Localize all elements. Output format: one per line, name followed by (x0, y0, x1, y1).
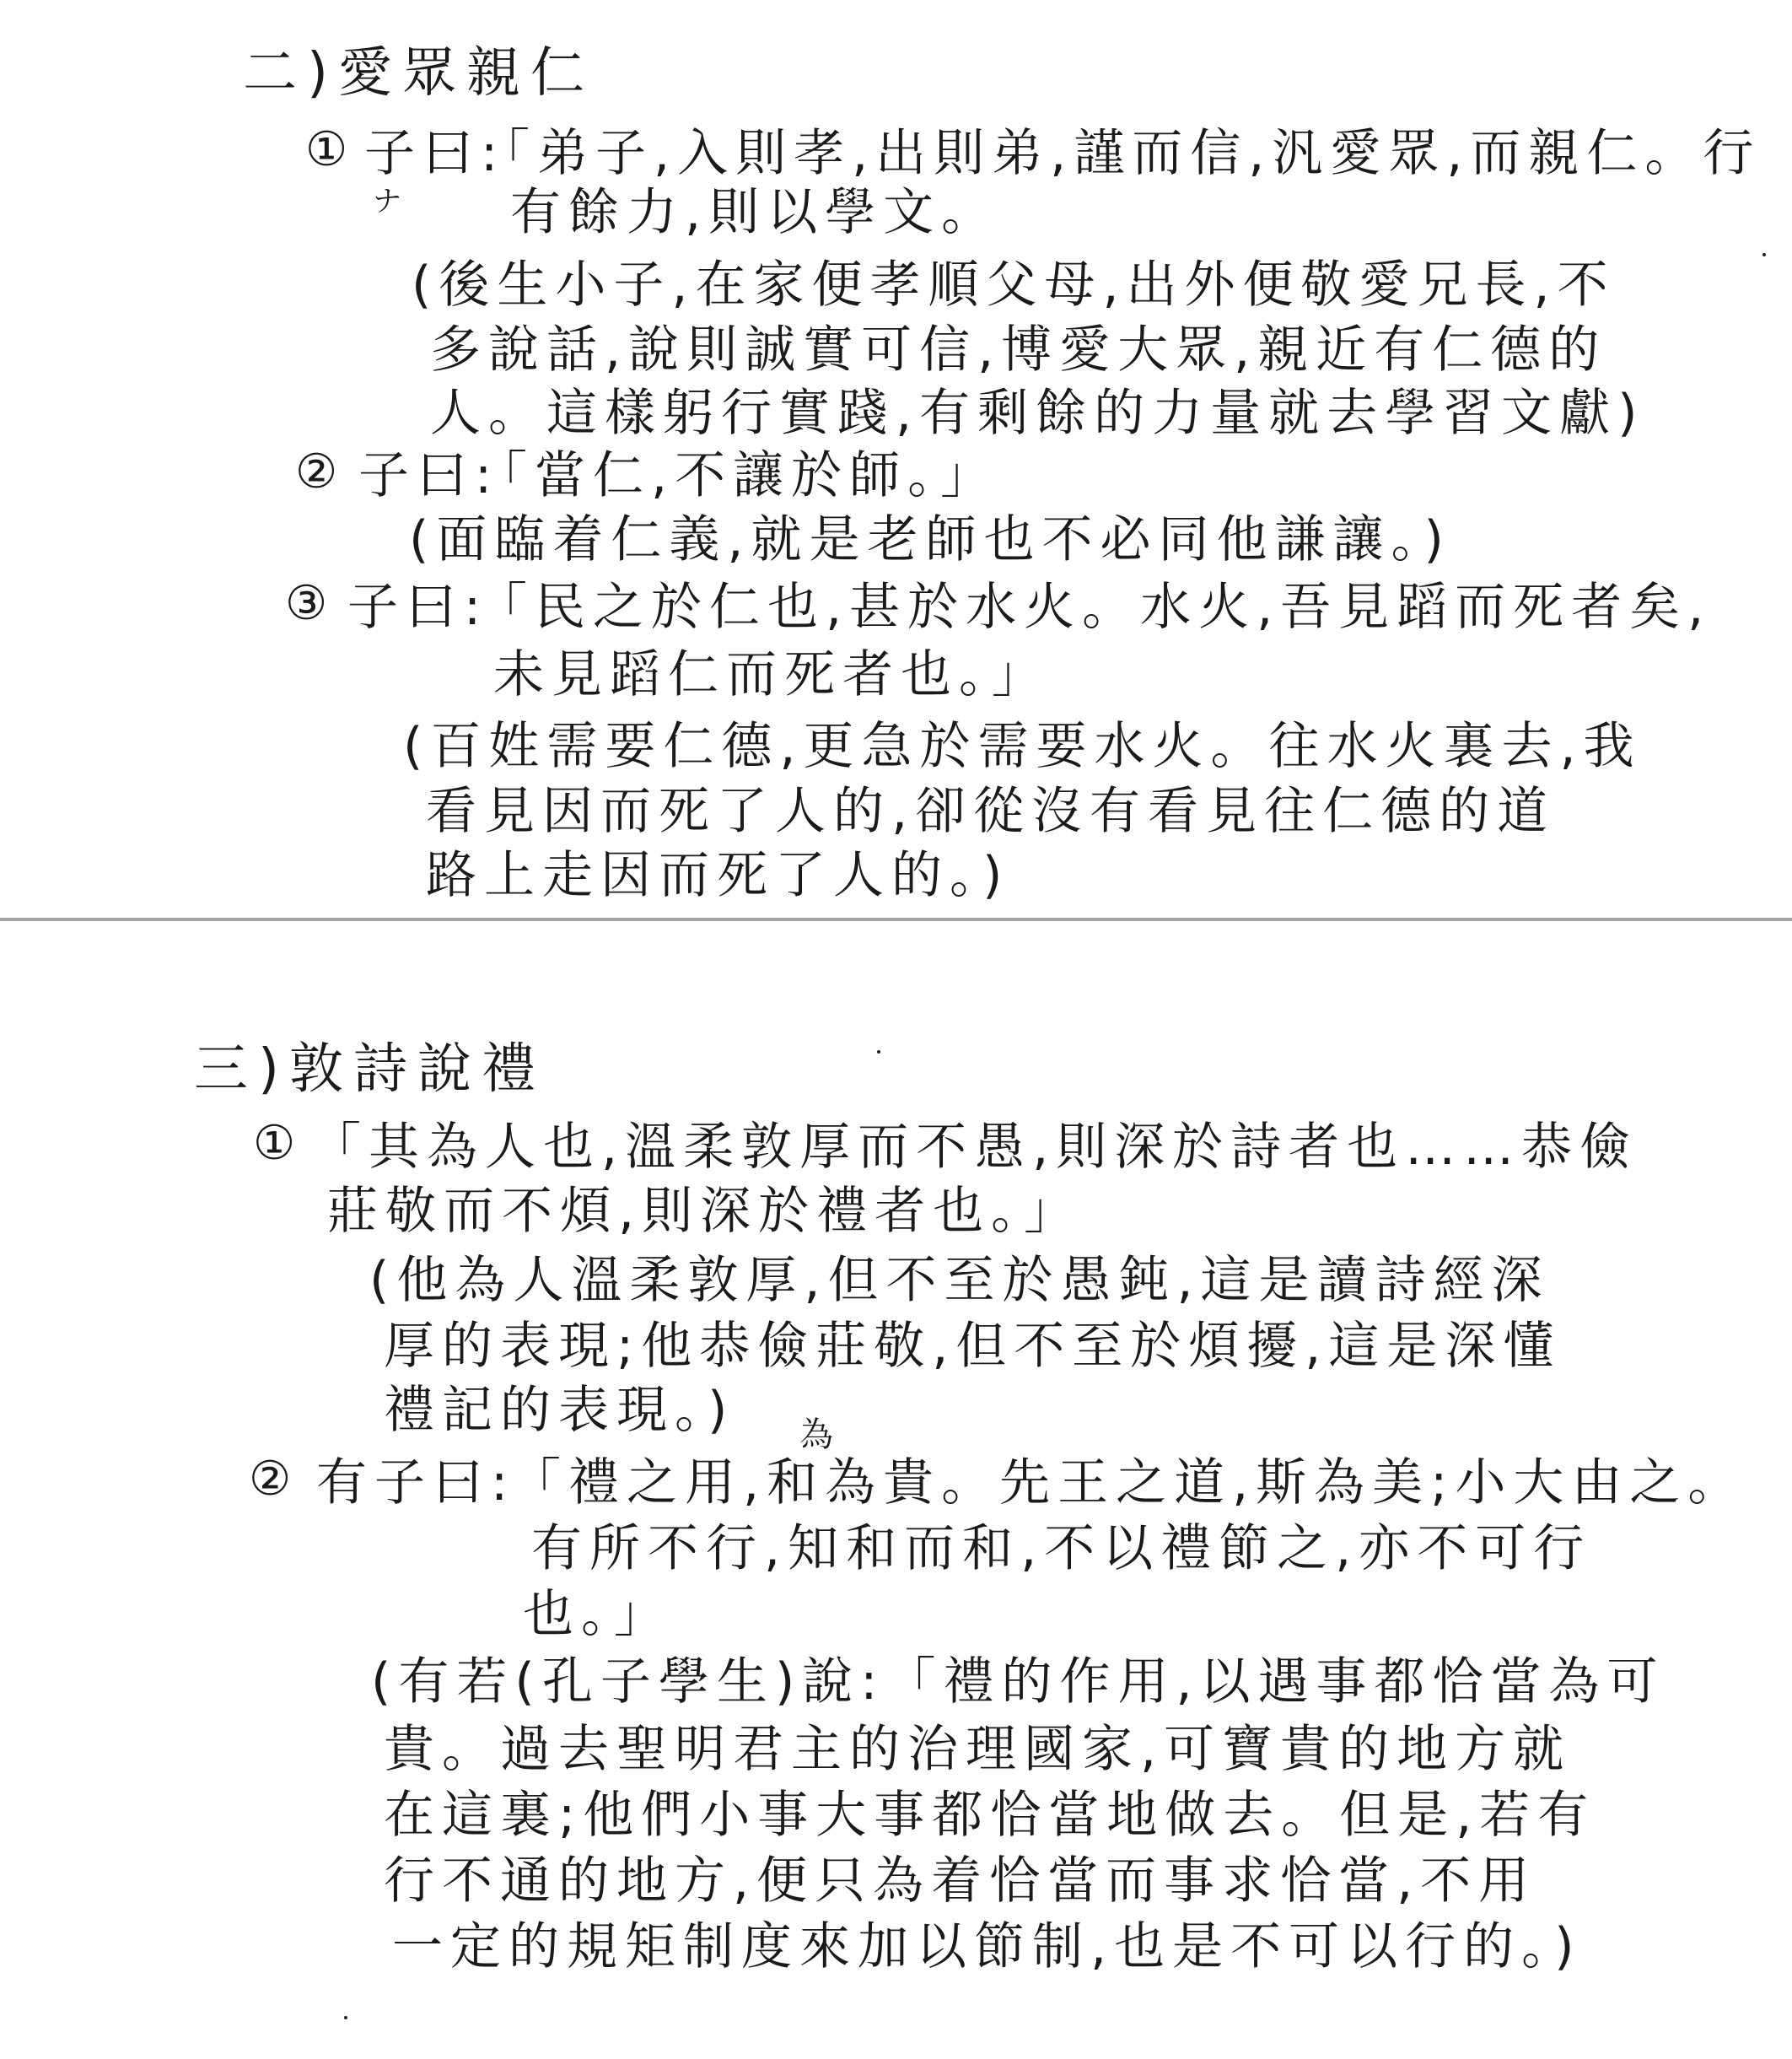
quote-line: 「禮之用,和為貴。先王之道,斯為美;小大由之。 (510, 1453, 1746, 1512)
translation-line: (後生小子,在家便孝順父母,出外便敬愛兄長,不 (412, 256, 1616, 315)
quote-line: 未見蹈仁而死者也。」 (493, 645, 1050, 704)
item-number: ③ (285, 576, 340, 631)
quote-line: 「弟子,入則孝,出則弟,謹而信,汎愛眾,而親仁。行 (479, 124, 1762, 183)
margin-mark: ナ (373, 185, 401, 218)
item-number: ② (249, 1452, 304, 1507)
upper-sheet (0, 0, 1792, 919)
correction-mark: 為 (799, 1415, 833, 1454)
item-number: ① (305, 122, 360, 177)
translation-line: (有若(孔子學生)說:「禮的作用,以遇事都恰當為可 (371, 1652, 1666, 1711)
section-heading: 三)敦詩說禮 (194, 1038, 546, 1101)
translation-line: 一定的規矩制度來加以節制,也是不可以行的。) (392, 1917, 1582, 1976)
translation-line: (百姓需要仁德,更急於需要水火。往水火裏去,我 (403, 717, 1642, 776)
translation-line: 多說話,說則誠實可信,博愛大眾,親近有仁德的 (430, 321, 1607, 380)
translation-line: 禮記的表現。) (384, 1381, 735, 1440)
item-number: ① (253, 1116, 308, 1171)
item-speaker: 子曰: (364, 124, 506, 183)
translation-line: 看見因而死了人的,卻從沒有看見往仁德的道 (426, 782, 1556, 841)
translation-line: 厚的表現;他恭儉莊敬,但不至於煩擾,這是深懂 (384, 1317, 1562, 1376)
section-heading: 二)愛眾親仁 (243, 42, 595, 105)
translation-line: 在這裏;他們小事大事都恰當地做去。但是,若有 (384, 1786, 1596, 1845)
item-number: ② (295, 445, 350, 499)
quote-line: 有所不行,知和而和,不以禮節之,亦不可行 (531, 1519, 1592, 1578)
quote-line: 「其為人也,溫柔敦厚而不愚,則深於詩者也……恭儉 (310, 1118, 1639, 1177)
translation-line: 行不通的地方,便只為着恰當而事求恰當,不用 (384, 1851, 1537, 1911)
translation-line: (面臨着仁義,就是老師也不必同他謙讓。) (409, 510, 1451, 569)
lower-sheet (0, 924, 1792, 2059)
item-speaker: 子曰: (358, 446, 500, 505)
scan-speck (1762, 253, 1766, 256)
quote-line: 「當仁,不讓於師。」 (476, 446, 999, 505)
quote-line: 莊敬而不煩,則深於禮者也。」 (327, 1182, 1083, 1241)
translation-line: 路上走因而死了人的。) (426, 846, 1010, 905)
translation-line: 人。這樣躬行實踐,有剩餘的力量就去學習文獻) (430, 384, 1645, 443)
scan-speck (877, 1050, 880, 1054)
translation-line: 貴。過去聖明君主的治理國家,可寶貴的地方就 (384, 1720, 1572, 1779)
scan-speck (344, 2016, 347, 2019)
quote-line: 「民之於仁也,甚於水火。水火,吾見蹈而死者矣, (476, 578, 1712, 637)
item-speaker: 有子曰: (316, 1453, 516, 1512)
item-speaker: 子曰: (347, 578, 489, 637)
quote-line: 也。」 (523, 1585, 672, 1644)
page-fold-line (0, 918, 1792, 921)
translation-line: (他為人溫柔敦厚,但不至於愚鈍,這是讀詩經深 (369, 1251, 1550, 1310)
quote-line: 有餘力,則以學文。 (510, 183, 1000, 242)
